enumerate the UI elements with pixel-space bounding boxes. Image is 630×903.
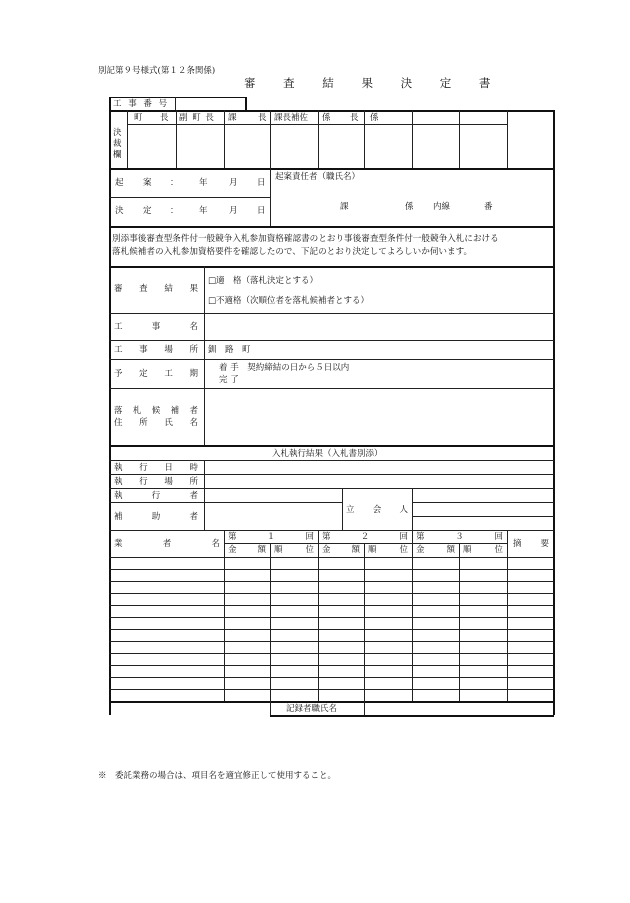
round-1-rank-header: 順 位: [274, 545, 314, 555]
drafted-label-2: 案: [143, 178, 152, 188]
round-2-header: 第 ２ 回: [322, 532, 408, 542]
candidate-label: 落 札 候 補 者: [114, 406, 198, 416]
footnote: ※ 委託業務の場合は、項目名を適宜修正して使用すること。: [98, 771, 337, 781]
decided-day: 日: [257, 206, 266, 216]
exec-place-label: 執 行 場 所: [114, 477, 198, 487]
round-3-rank-header: 順 位: [463, 545, 503, 555]
bidder-row[interactable]: [111, 642, 552, 653]
work-place-value: 釧 路 町: [208, 345, 251, 355]
approval-col-section-chief-2: 長: [258, 113, 267, 123]
work-name-field[interactable]: [206, 315, 552, 339]
recorder-field[interactable]: [366, 703, 551, 714]
approval-col-mayor-1: 町: [134, 113, 143, 123]
candidate-address-label: 住 所 氏 名: [114, 418, 198, 428]
approval-col-mayor-2: 長: [160, 113, 169, 123]
memo-line-2: 落札候補者の入札参加資格要件を確認したので、下記のとおり決定してよろしいか伺います。: [112, 247, 473, 257]
responsible-extension: 内線: [433, 202, 451, 212]
review-option-qualified[interactable]: □適 格（落札決定とする）: [208, 276, 319, 286]
assistant-label: 補 助 者: [114, 512, 198, 522]
review-result-label: 審 査 結 果: [114, 284, 198, 294]
round-1-header: 第 １ 回: [228, 532, 314, 542]
bidder-row[interactable]: [111, 618, 552, 629]
responsible-label: 起案責任者（職氏名）: [275, 172, 361, 182]
stamp-box-section-chief[interactable]: [225, 125, 269, 167]
work-number-field[interactable]: [177, 98, 243, 109]
responsible-kakari: 係: [405, 202, 414, 212]
responsible-ka: 課: [340, 202, 349, 212]
candidate-field[interactable]: [206, 390, 552, 443]
period-start: 着 手 契約締結の日から５日以内: [219, 363, 350, 373]
approval-side-label-2: 裁: [113, 139, 122, 149]
stamp-box-staff[interactable]: [365, 125, 411, 167]
form-reference: 別記第９号様式(第１２条関係): [98, 66, 216, 76]
bidder-row[interactable]: [111, 570, 552, 581]
bidder-row[interactable]: [111, 558, 552, 569]
stamp-box-chief[interactable]: [319, 125, 363, 167]
responsible-ban: 番: [484, 202, 493, 212]
approval-col-assistant: 課長補佐: [274, 113, 309, 123]
remarks-header: 摘 要: [513, 539, 549, 549]
page-title: 審 査 結 果 決 定 書: [244, 76, 503, 90]
drafted-day: 日: [257, 178, 266, 188]
stamp-box-mayor[interactable]: [128, 125, 175, 167]
bidder-row[interactable]: [111, 630, 552, 641]
approval-col-chief-1: 係: [322, 113, 331, 123]
decided-year: 年: [199, 206, 208, 216]
approval-col-staff: 係: [370, 113, 379, 123]
exec-place-field[interactable]: [206, 475, 552, 487]
stamp-box-deputy-mayor[interactable]: [177, 125, 223, 167]
period-label: 予 定 工 期: [114, 369, 198, 379]
bidder-row[interactable]: [111, 654, 552, 665]
round-3-amount-header: 金 額: [416, 545, 455, 555]
executor-label: 執 行 者: [114, 491, 198, 501]
drafted-colon: ：: [170, 178, 179, 188]
decided-label-2: 定: [143, 206, 152, 216]
approval-col-chief-2: 長: [350, 113, 359, 123]
review-option-unqualified[interactable]: □不適格（次順位者を落札候補者とする）: [208, 296, 370, 306]
work-number-label: 工 事 番 号: [113, 99, 170, 109]
bidder-row[interactable]: [111, 606, 552, 617]
bidder-row[interactable]: [111, 582, 552, 593]
witness-label: 立 会 人: [346, 505, 408, 515]
work-name-label: 工 事 名: [114, 322, 198, 332]
bidder-row[interactable]: [111, 678, 552, 689]
decided-label-1: 決: [115, 206, 124, 216]
decided-colon: ：: [170, 206, 179, 216]
recorder-label: 記録者職氏名: [286, 704, 338, 714]
approval-side-label-1: 決: [113, 128, 122, 138]
memo-line-1: 別添事後審査型条件付一般競争入札参加資格確認書のとおり事後審査型条件付一般競争入札における: [112, 234, 499, 244]
drafted-month: 月: [229, 178, 238, 188]
drafted-year: 年: [199, 178, 208, 188]
bid-result-title: 入札執行結果（入札書別添）: [272, 449, 383, 459]
approval-side-label-3: 欄: [113, 150, 122, 160]
round-2-amount-header: 金 額: [322, 545, 360, 555]
round-1-amount-header: 金 額: [228, 545, 266, 555]
decided-month: 月: [229, 206, 238, 216]
work-place-label: 工 事 場 所: [114, 345, 198, 355]
bidder-row[interactable]: [111, 690, 552, 701]
exec-date-label: 執 行 日 時: [114, 463, 198, 473]
period-end: 完 了: [219, 375, 239, 385]
bidder-row[interactable]: [111, 666, 552, 677]
round-2-rank-header: 順 位: [368, 545, 408, 555]
approval-col-section-chief-1: 課: [228, 113, 237, 123]
drafted-label-1: 起: [115, 178, 124, 188]
exec-date-field[interactable]: [206, 461, 552, 473]
stamp-box-assistant[interactable]: [271, 125, 317, 167]
round-3-header: 第 ３ 回: [416, 532, 503, 542]
bidder-row[interactable]: [111, 594, 552, 605]
bidder-name-header: 業 者 名: [114, 539, 220, 549]
approval-col-deputy-mayor: 副 町 長: [179, 113, 215, 123]
